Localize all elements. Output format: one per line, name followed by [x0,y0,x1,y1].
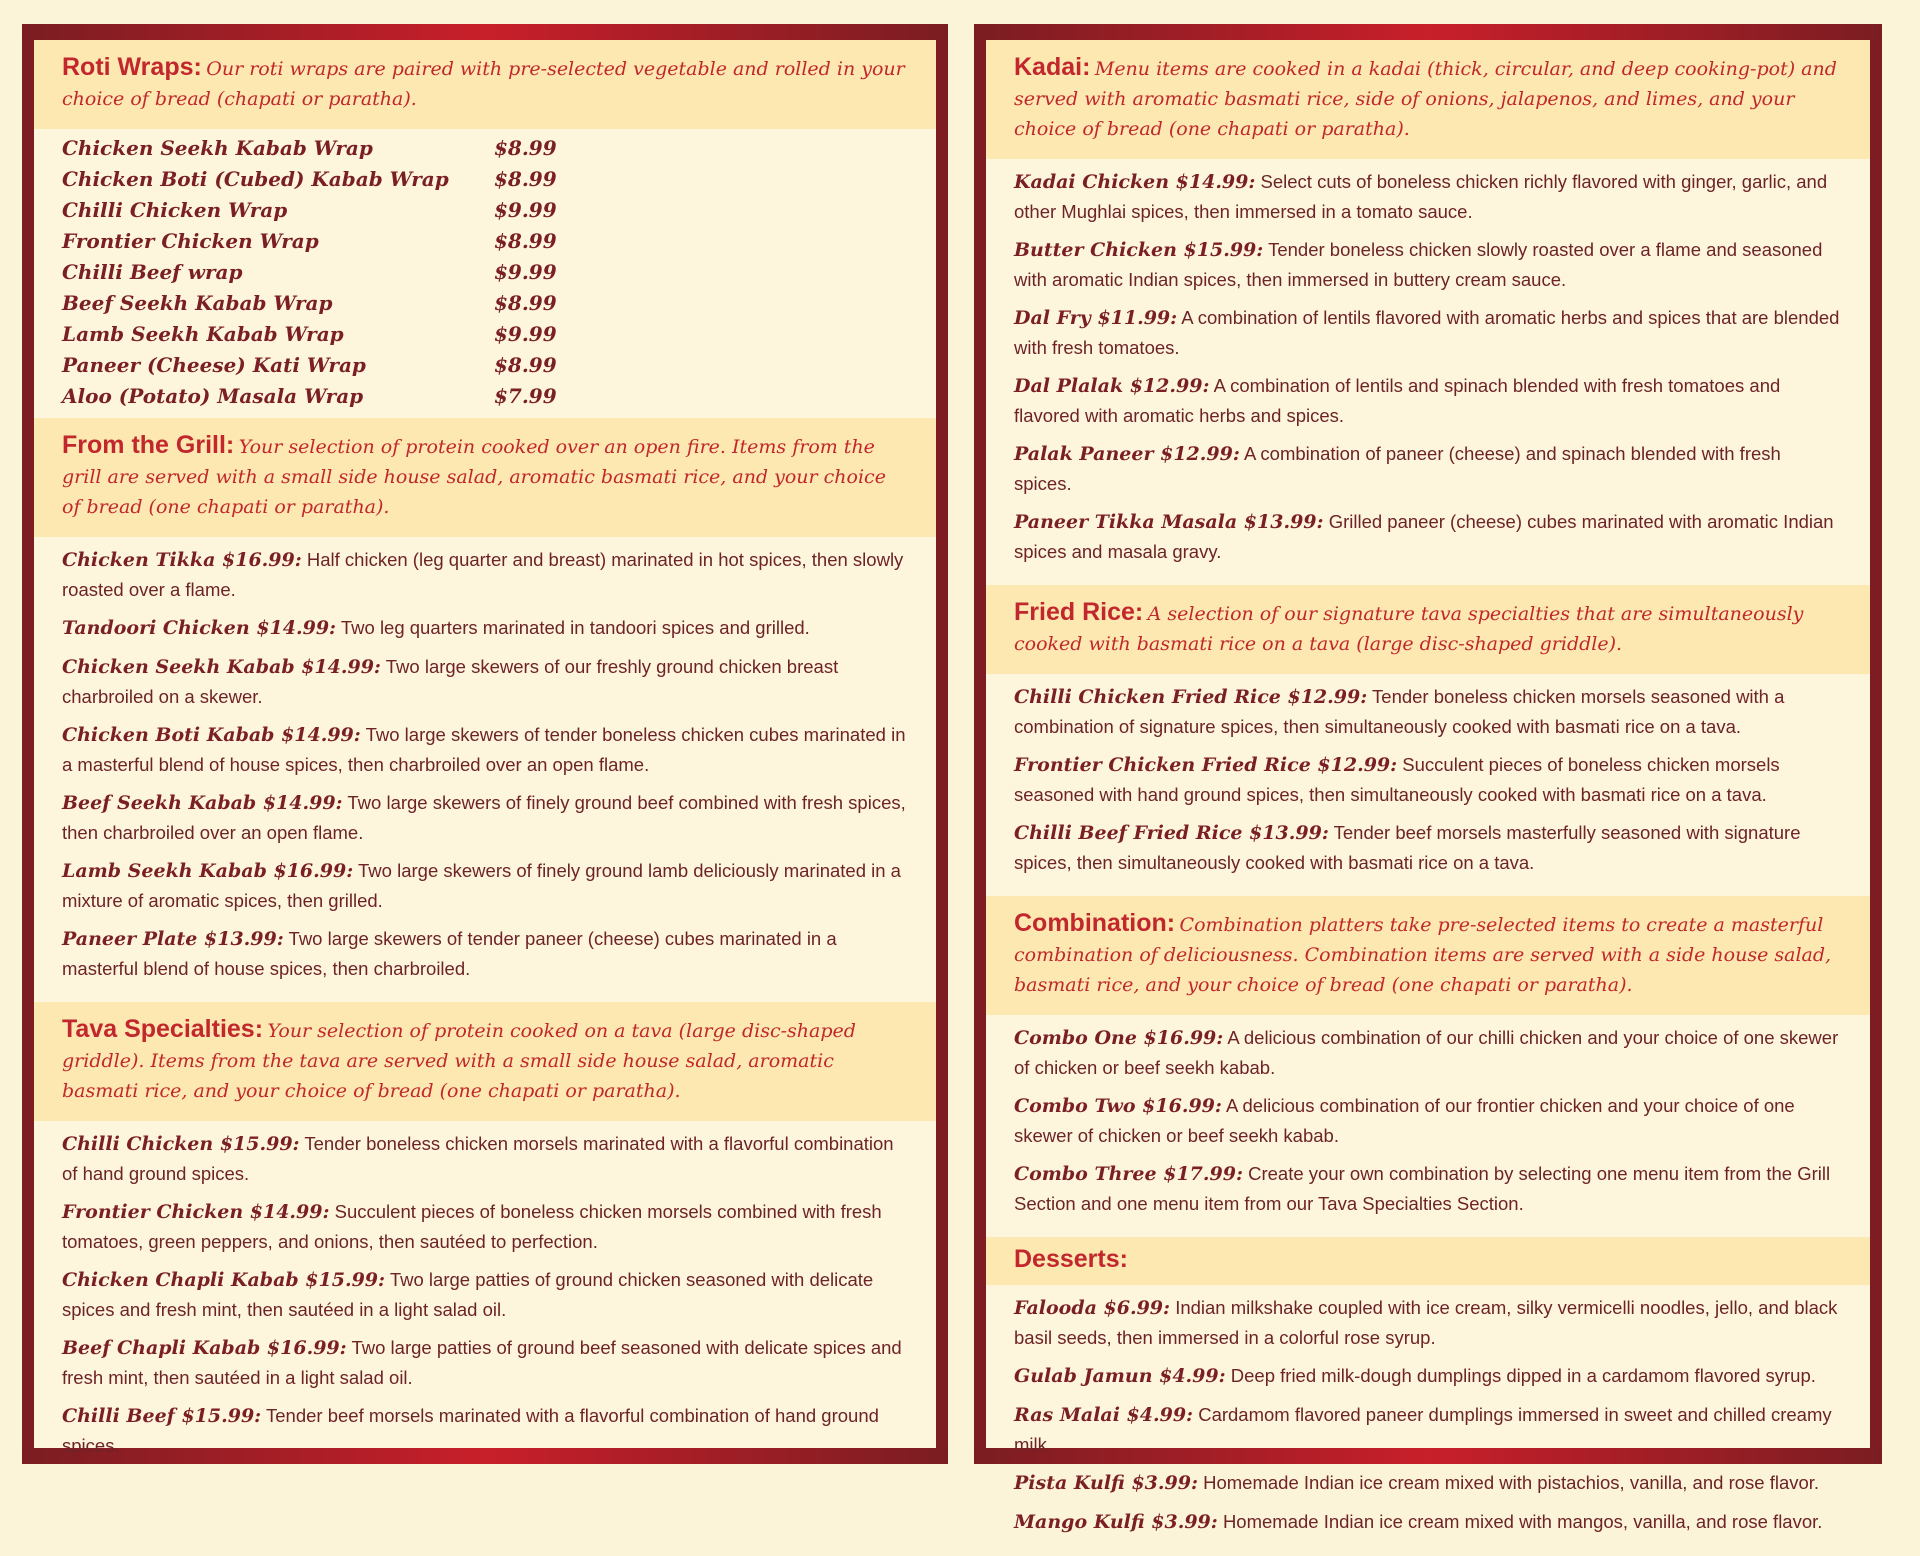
left-menu-panel [22,24,948,1464]
menu-item [1014,507,1842,566]
item-description: A delicious combination of our frontier chicken and your choice of one skewer of chicken or beef seekh kabab. [1014,1095,1795,1146]
combination-header [986,896,1870,1015]
item-description: A combination of lentils and spinach blended with fresh tomatoes and flavored with aromatic herbs and spices. [1014,375,1781,426]
item-description: Two large patties of ground beef seasoned with delicate spices and fresh mint, then sautéed in a light salad oil. [62,1337,902,1388]
wrap-item [62,195,908,226]
wrap-price: $9.99 [494,322,557,346]
wrap-name: Aloo (Potato) Masala Wrap [62,384,364,408]
section-description: Combination platters take pre-selected items to create a masterful combination of deliciousness. Combination items are served with a side house salad, basmati rice, and your choice of bread (one chapati or paratha). [1014,914,1832,996]
item-name: Butter Chicken $15.99: [1014,239,1264,261]
item-name: Chicken Tikka $16.99: [62,549,302,571]
item-description: Two leg quarters marinated in tandoori spices and grilled. [340,617,810,638]
section-title: From the Grill: [62,431,235,459]
section-description: Your selection of protein cooked on a tava (large disc-shaped griddle). Items from the tava are served with a small side house salad, aromatic basmati rice, and your choice of bread (one chapati or paratha). [62,1020,856,1102]
wrap-price: $8.99 [494,229,557,253]
item-name: Mango Kulfi $3.99: [1014,1511,1218,1533]
menu-item [1014,1159,1842,1218]
item-description: Deep fried milk-dough dumplings dipped in a cardamom flavored syrup. [1230,1365,1816,1386]
wrap-item [62,319,908,350]
item-name: Combo Two $16.99: [1014,1095,1222,1117]
item-description: Tender boneless chicken morsels seasoned with a combination of signature spices, then simultaneously cooked with basmati rice on a tava. [1014,686,1785,737]
wrap-item [62,133,908,164]
wrap-name: Lamb Seekh Kabab Wrap [62,322,344,346]
wrap-item [62,381,908,412]
menu-item [62,1129,908,1188]
item-name: Palak Paneer $12.99: [1014,443,1240,465]
menu-item [1014,167,1842,226]
menu-item [1014,818,1842,877]
item-description: Succulent pieces of boneless chicken morsels seasoned with hand ground spices, then simultaneously cooked with basmati rice on a tava. [1014,754,1780,805]
item-name: Paneer Plate $13.99: [62,928,284,950]
desserts-header [986,1237,1870,1285]
item-description: Select cuts of boneless chicken richly flavored with ginger, garlic, and other Mughlai spices, then immersed in a tomato sauce. [1014,171,1828,222]
item-name: Chicken Chapli Kabab $15.99: [62,1269,386,1291]
menu-item [1014,1091,1842,1150]
item-name: Lamb Seekh Kabab $16.99: [62,860,354,882]
item-name: Frontier Chicken $14.99: [62,1201,330,1223]
section-title: Desserts: [1014,1245,1128,1273]
section-title: Roti Wraps: [62,53,202,81]
item-description: Two large skewers of tender boneless chicken cubes marinated in a masterful blend of house spices, then charbroiled over an open flame. [62,724,906,775]
section-description: Menu items are cooked in a kadai (thick, circular, and deep cooking-pot) and served with aromatic basmati rice, side of onions, jalapenos, and limes, and your choice of bread (one chapati or paratha). [1014,58,1837,140]
item-description: Tender boneless chicken morsels marinated with a flavorful combination of hand ground spices. [62,1133,894,1184]
menu-item [1014,1400,1842,1459]
menu-item [1014,439,1842,498]
section-title: Combination: [1014,909,1176,937]
item-description: Tender boneless chicken slowly roasted over a flame and seasoned with aromatic Indian spices, then immersed in buttery cream sauce. [1014,239,1823,290]
wrap-price: $8.99 [494,167,557,191]
fried-rice-list [986,674,1870,896]
menu-item [1014,1023,1842,1082]
wrap-name: Paneer (Cheese) Kati Wrap [62,353,366,377]
menu-item [1014,303,1842,362]
wrap-name: Chicken Boti (Cubed) Kabab Wrap [62,167,449,191]
item-name: Beef Seekh Kabab $14.99: [62,792,343,814]
item-description: Indian milkshake coupled with ice cream, silky vermicelli noodles, jello, and black basil seeds, then immersed in a colorful rose syrup. [1014,1297,1838,1348]
item-name: Pista Kulfi $3.99: [1014,1472,1198,1494]
wrap-price: $8.99 [494,353,557,377]
item-name: Chilli Chicken $15.99: [62,1133,300,1155]
kadai-list [986,159,1870,585]
menu-item [1014,371,1842,430]
combination-list [986,1015,1870,1237]
kadai-header [986,40,1870,159]
wrap-name: Chilli Beef wrap [62,260,243,284]
item-description: Two large skewers of finely ground lamb deliciously marinated in a mixture of aromatic spices, then grilled. [62,860,901,911]
menu-item [62,788,908,847]
menu-item [62,545,908,604]
item-description: A combination of paneer (cheese) and spinach blended with fresh spices. [1014,443,1781,494]
item-name: Kadai Chicken $14.99: [1014,171,1256,193]
item-description: Homemade Indian ice cream mixed with pistachios, vanilla, and rose flavor. [1203,1472,1820,1493]
desserts-list [986,1285,1870,1556]
item-name: Chicken Boti Kabab $14.99: [62,724,361,746]
wrap-price: $8.99 [494,291,557,315]
wrap-name: Chilli Chicken Wrap [62,198,288,222]
item-description: Cardamom flavored paneer dumplings immersed in sweet and chilled creamy milk. [1014,1404,1832,1455]
item-description: Two large patties of ground chicken seasoned with delicate spices and fresh mint, then sautéed in a light salad oil. [62,1269,874,1320]
menu-item [62,1401,908,1460]
item-name: Frontier Chicken Fried Rice $12.99: [1014,754,1398,776]
item-name: Dal Fry $11.99: [1014,307,1178,329]
item-name: Combo Three $17.99: [1014,1163,1243,1185]
tava-header [34,1002,936,1121]
menu-item [1014,1507,1842,1537]
wrap-item [62,350,908,381]
fried-rice-header [986,585,1870,674]
left-panel-inner [22,40,948,1456]
wrap-item [62,226,908,257]
menu-item [1014,750,1842,809]
section-title: Kadai: [1014,53,1091,81]
wrap-name: Chicken Seekh Kabab Wrap [62,136,373,160]
menu-item [1014,1293,1842,1352]
item-name: Ras Malai $4.99: [1014,1404,1194,1426]
menu-item [1014,1468,1842,1498]
item-name: Combo One $16.99: [1014,1027,1224,1049]
section-description: Your selection of protein cooked over an open fire. Items from the grill are served with a small side house salad, aromatic basmati rice, and your choice of bread (one chapati or paratha). [62,436,886,518]
item-description: A combination of lentils flavored with aromatic herbs and spices that are blended with fresh tomatoes. [1014,307,1840,358]
menu-item [62,924,908,983]
item-name: Chilli Beef Fried Rice $13.99: [1014,822,1329,844]
menu-item [62,1265,908,1324]
menu-item [1014,235,1842,294]
item-description: Tender beef morsels marinated with a flavorful combination of hand ground spices. [62,1405,879,1456]
item-description: Half chicken (leg quarter and breast) marinated in hot spices, then slowly roasted over a flame. [62,549,904,600]
item-name: Chilli Chicken Fried Rice $12.99: [1014,686,1368,708]
right-menu-panel [974,24,1882,1533]
item-name: Chicken Seekh Kabab $14.99: [62,656,381,678]
item-description: Create your own combination by selecting one menu item from the Grill Section and one menu item from our Tava Specialties Section. [1014,1163,1831,1214]
item-name: Chilli Beef $15.99: [62,1405,262,1427]
menu-item [62,720,908,779]
item-description: Two large skewers of finely ground beef combined with fresh spices, then charbroiled over an open flame. [62,792,906,843]
item-name: Falooda $6.99: [1014,1297,1171,1319]
item-name: Paneer Tikka Masala $13.99: [1014,511,1324,533]
wrap-price: $8.99 [494,136,557,160]
item-description: Tender beef morsels masterfully seasoned with signature spices, then simultaneously cooked with basmati rice on a tava. [1014,822,1801,873]
wrap-name: Beef Seekh Kabab Wrap [62,291,333,315]
item-description: Two large skewers of tender paneer (cheese) cubes marinated in a masterful blend of house spices, then charbroiled. [62,928,837,979]
left-panel-content [34,40,936,1456]
item-description: Homemade Indian ice cream mixed with mangos, vanilla, and rose flavor. [1222,1511,1823,1532]
item-name: Beef Chapli Kabab $16.99: [62,1337,347,1359]
left-panel-frame [22,40,948,1456]
item-description: Succulent pieces of boneless chicken morsels combined with fresh tomatoes, green peppers, and onions, then sautéed to perfection. [62,1201,882,1252]
wrap-name: Frontier Chicken Wrap [62,229,319,253]
menu-item [62,1333,908,1392]
wrap-price: $9.99 [494,198,557,222]
wrap-item [62,257,908,288]
section-description: Our roti wraps are paired with pre-selected vegetable and rolled in your choice of bread (chapati or paratha). [62,58,905,110]
roti-wraps-list [34,129,936,418]
item-description: A delicious combination of our chilli chicken and your choice of one skewer of chicken or beef seekh kabab. [1014,1027,1839,1078]
right-panel-content [986,40,1870,1533]
menu-item [62,652,908,711]
item-description: Two large skewers of our freshly ground chicken breast charbroiled on a skewer. [62,656,839,707]
menu-item [62,856,908,915]
wrap-item [62,288,908,319]
section-description: A selection of our signature tava specialties that are simultaneously cooked with basmati rice on a tava (large disc-shaped griddle). [1014,603,1804,655]
item-name: Gulab Jamun $4.99: [1014,1365,1226,1387]
right-panel-frame [974,40,1882,1533]
menu-item [1014,682,1842,741]
wrap-item [62,164,908,195]
roti-wraps-header [34,40,936,129]
right-panel-inner [974,40,1882,1533]
menu-item [62,1197,908,1256]
item-name: Dal Plalak $12.99: [1014,375,1210,397]
section-title: Tava Specialties: [62,1015,264,1043]
wrap-price: $7.99 [494,384,557,408]
grill-header [34,418,936,537]
menu-item [1014,1361,1842,1391]
wrap-price: $9.99 [494,260,557,284]
grill-list [34,537,936,1002]
item-name: Tandoori Chicken $14.99: [62,617,337,639]
menu-item [62,613,908,643]
section-title: Fried Rice: [1014,598,1144,626]
item-description: Grilled paneer (cheese) cubes marinated with aromatic Indian spices and masala gravy. [1014,511,1834,562]
tava-list [34,1121,936,1479]
